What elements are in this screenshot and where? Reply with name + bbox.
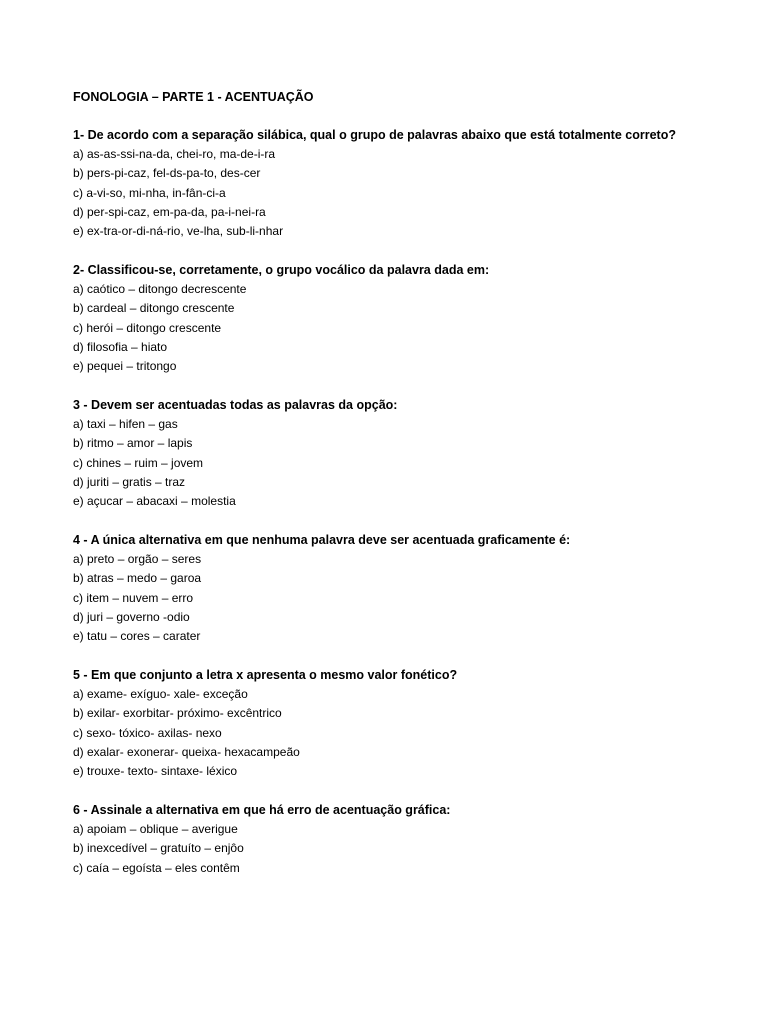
answer-option: e) tatu – cores – carater <box>73 629 201 644</box>
answer-option: c) sexo- tóxico- axilas- nexo <box>73 725 222 740</box>
answer-option: e) açucar – abacaxi – molestia <box>73 494 236 509</box>
question-5 <box>73 666 693 781</box>
question-4 <box>73 531 693 646</box>
answer-option: b) cardeal – ditongo crescente <box>73 301 235 316</box>
answer-option: a) caótico – ditongo decrescente <box>73 281 247 296</box>
question-text: 6 - Assinale a alternativa em que há erro de acentuação gráfica: <box>73 802 451 817</box>
answer-option: e) pequei – tritongo <box>73 359 177 374</box>
answer-option: a) exame- exíguo- xale- exceção <box>73 686 248 701</box>
question-text: 5 - Em que conjunto a letra x apresenta o mesmo valor fonético? <box>73 667 458 682</box>
document-page <box>73 88 693 897</box>
question-2 <box>73 261 693 376</box>
answer-option: d) filosofia – hiato <box>73 339 168 354</box>
option-list <box>73 550 693 646</box>
answer-option: a) apoiam – oblique – averigue <box>73 821 238 836</box>
answer-option: c) chines – ruim – jovem <box>73 455 204 470</box>
question-list <box>73 126 693 878</box>
answer-option: e) trouxe- texto- sintaxe- léxico <box>73 764 238 779</box>
option-list <box>73 280 693 376</box>
answer-option: c) caía – egoísta – eles contêm <box>73 860 240 875</box>
option-list <box>73 820 693 878</box>
answer-option: b) inexcedível – gratuíto – enjôo <box>73 841 244 856</box>
answer-option: d) juriti – gratis – traz <box>73 474 186 489</box>
answer-option: b) atras – medo – garoa <box>73 571 202 586</box>
answer-option: e) ex-tra-or-di-ná-rio, ve-lha, sub-li-nhar <box>73 224 284 239</box>
answer-option: b) exilar- exorbitar- próximo- excêntrico <box>73 706 282 721</box>
answer-option: c) a-vi-so, mi-nha, in-fân-ci-a <box>73 185 226 200</box>
option-list <box>73 415 693 511</box>
question-3 <box>73 396 693 511</box>
answer-option: d) per-spi-caz, em-pa-da, pa-i-nei-ra <box>73 204 266 219</box>
option-list <box>73 145 693 241</box>
question-1 <box>73 126 693 241</box>
question-text: 1- De acordo com a separação silábica, qual o grupo de palavras abaixo que está totalmente correto? <box>73 128 676 142</box>
question-text: 2- Classificou-se, corretamente, o grupo vocálico da palavra dada em: <box>73 262 490 277</box>
answer-option: c) item – nuvem – erro <box>73 590 194 605</box>
answer-option: d) exalar- exonerar- queixa- hexacampeão <box>73 744 300 759</box>
answer-option: d) juri – governo -odio <box>73 609 190 624</box>
option-list <box>73 685 693 781</box>
question-6 <box>73 801 693 878</box>
answer-option: a) preto – orgão – seres <box>73 551 202 566</box>
answer-option: a) taxi – hifen – gas <box>73 416 178 431</box>
answer-option: c) herói – ditongo crescente <box>73 320 222 335</box>
answer-option: b) ritmo – amor – lapis <box>73 436 193 451</box>
answer-option: a) as-as-ssi-na-da, chei-ro, ma-de-i-ra <box>73 147 276 161</box>
document-title: FONOLOGIA – PARTE 1 - ACENTUAÇÃO <box>73 90 314 104</box>
question-text: 3 - Devem ser acentuadas todas as palavras da opção: <box>73 397 398 412</box>
question-text: 4 - A única alternativa em que nenhuma palavra deve ser acentuada graficamente é: <box>73 532 571 547</box>
answer-option: b) pers-pi-caz, fel-ds-pa-to, des-cer <box>73 166 261 181</box>
